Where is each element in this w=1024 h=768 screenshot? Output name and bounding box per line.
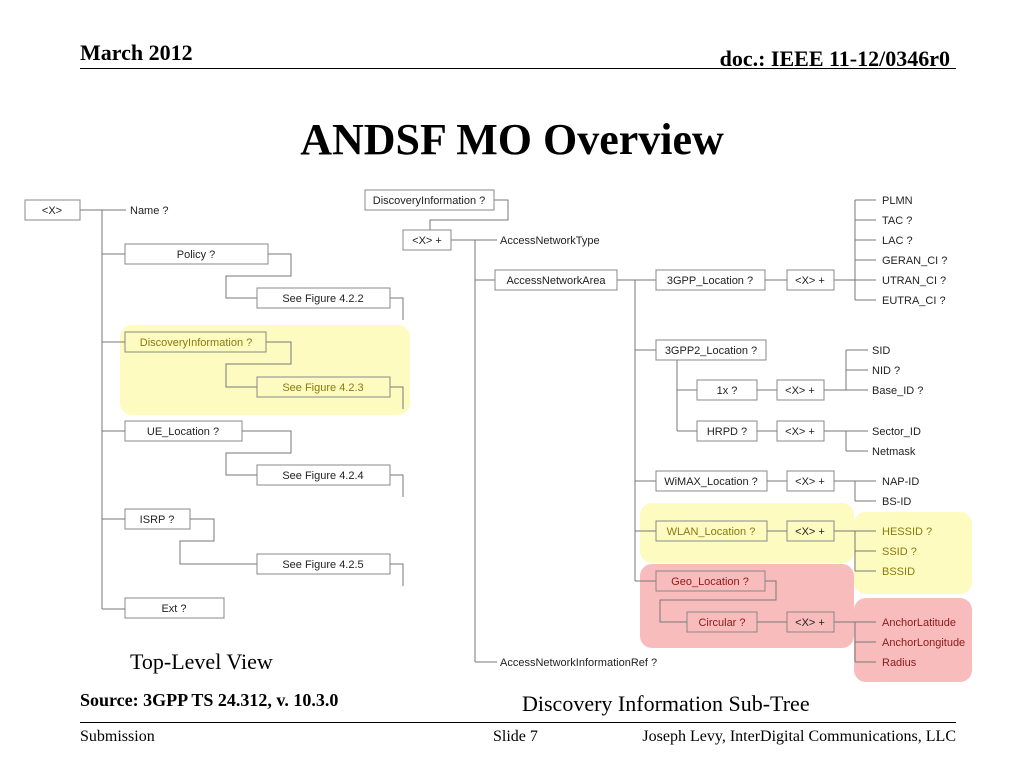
- leaf-nid: NID ?: [872, 365, 901, 377]
- source-note: Source: 3GPP TS 24.312, v. 10.3.0: [80, 690, 339, 710]
- node-root-x: [25, 200, 80, 220]
- svg-text:ISRP ?: ISRP ?: [139, 514, 175, 526]
- svg-text:See Figure 4.2.4: See Figure 4.2.4: [282, 470, 364, 482]
- node-see-figure-423: [257, 377, 390, 397]
- node-ue-location: [125, 421, 242, 441]
- node-see-figure-422: [257, 288, 390, 308]
- svg-text:1x ?: 1x ?: [716, 385, 738, 397]
- node-hrpd-x-plus: [777, 421, 824, 441]
- slide-title: ANDSF MO Overview: [300, 115, 724, 164]
- leaf-tac: TAC ?: [882, 215, 913, 227]
- node-hrpd: [697, 421, 757, 441]
- svg-text:3GPP2_Location ?: 3GPP2_Location ?: [664, 345, 758, 357]
- node-access-network-area: [495, 270, 617, 290]
- node-wlan-location: [656, 521, 767, 541]
- leaf-anchor-longitude: AnchorLongitude: [882, 637, 966, 649]
- footer-rule: [80, 722, 956, 723]
- svg-text:WLAN_Location ?: WLAN_Location ?: [666, 526, 756, 538]
- leaf-ssid: SSID ?: [882, 546, 917, 558]
- node-circular-x-plus: [787, 612, 834, 632]
- header-doc-number: doc.: IEEE 11-12/0346r0: [719, 46, 950, 71]
- node-access-network-information-ref: AccessNetworkInformationRef ?: [500, 657, 658, 669]
- svg-text:<X> +: <X> +: [795, 617, 825, 629]
- svg-text:<X> +: <X> +: [785, 385, 815, 397]
- svg-text:<X> +: <X> +: [412, 235, 442, 247]
- svg-text:See Figure 4.2.3: See Figure 4.2.3: [282, 382, 364, 394]
- leaf-bssid: BSSID: [882, 566, 916, 578]
- svg-text:<X> +: <X> +: [795, 526, 825, 538]
- svg-text:Policy ?: Policy ?: [176, 249, 216, 261]
- node-ext: [125, 598, 224, 618]
- node-geo-location: [656, 571, 765, 591]
- leaf-hessid: HESSID ?: [882, 526, 933, 538]
- leaf-sector-id: Sector_ID: [872, 426, 921, 438]
- footer-submission: Submission: [80, 728, 155, 745]
- node-discovery-information-left: [125, 332, 266, 352]
- leaf-anchor-latitude: AnchorLatitude: [882, 617, 956, 629]
- caption-discovery-sub-tree: Discovery Information Sub-Tree: [522, 691, 810, 716]
- node-circular: [687, 612, 757, 632]
- node-wlan-x-plus: [787, 521, 834, 541]
- node-see-figure-425: [257, 554, 390, 574]
- svg-text:Geo_Location ?: Geo_Location ?: [671, 576, 749, 588]
- svg-text:<X> +: <X> +: [785, 426, 815, 438]
- leaf-geran-ci: GERAN_CI ?: [882, 255, 948, 267]
- svg-text:<X>: <X>: [41, 205, 63, 217]
- svg-text:3GPP_Location ?: 3GPP_Location ?: [666, 275, 754, 287]
- node-policy: [125, 244, 268, 264]
- node-3gpp-x-plus: [787, 270, 834, 290]
- svg-text:HRPD ?: HRPD ?: [706, 426, 748, 438]
- svg-text:<X> +: <X> +: [795, 275, 825, 287]
- svg-text:See Figure 4.2.5: See Figure 4.2.5: [282, 559, 364, 571]
- leaf-sid: SID: [872, 345, 891, 357]
- svg-text:UE_Location ?: UE_Location ?: [146, 426, 220, 438]
- leaf-lac: LAC ?: [882, 235, 913, 247]
- leaf-netmask: Netmask: [872, 446, 916, 458]
- node-discovery-information-root: [365, 190, 494, 210]
- header-date: March 2012: [80, 40, 193, 65]
- node-access-network-type: AccessNetworkType: [500, 235, 600, 247]
- leaf-utran-ci: UTRAN_CI ?: [882, 275, 947, 287]
- svg-text:DiscoveryInformation ?: DiscoveryInformation ?: [139, 337, 253, 349]
- leaf-plmn: PLMN: [882, 195, 913, 207]
- svg-text:DiscoveryInformation ?: DiscoveryInformation ?: [372, 195, 486, 207]
- node-3gpp-location: [656, 270, 765, 290]
- svg-text:Ext ?: Ext ?: [161, 603, 187, 615]
- leaf-nap-id: NAP-ID: [882, 476, 920, 488]
- leaf-radius: Radius: [882, 657, 917, 669]
- node-1x-x-plus: [777, 380, 824, 400]
- svg-text:AccessNetworkArea: AccessNetworkArea: [506, 275, 606, 287]
- node-3gpp2-location: [656, 340, 766, 360]
- svg-text:See Figure 4.2.2: See Figure 4.2.2: [282, 293, 364, 305]
- svg-text:WiMAX_Location ?: WiMAX_Location ?: [664, 476, 758, 488]
- footer-slide-number: Slide 7: [493, 728, 538, 745]
- node-1x: [697, 380, 757, 400]
- svg-text:<X> +: <X> +: [795, 476, 825, 488]
- leaf-eutra-ci: EUTRA_CI ?: [882, 295, 946, 307]
- node-name: Name ?: [130, 205, 169, 217]
- node-isrp: [125, 509, 190, 529]
- node-wimax-x-plus: [787, 471, 834, 491]
- leaf-bs-id: BS-ID: [882, 496, 912, 508]
- node-discovery-x-plus: [403, 230, 451, 250]
- node-see-figure-424: [257, 465, 390, 485]
- node-wimax-location: [656, 471, 767, 491]
- caption-top-level-view: Top-Level View: [130, 649, 273, 674]
- svg-text:Circular ?: Circular ?: [698, 617, 746, 629]
- footer-author: Joseph Levy, InterDigital Communications, LLC: [642, 728, 956, 745]
- leaf-base-id: Base_ID ?: [872, 385, 924, 397]
